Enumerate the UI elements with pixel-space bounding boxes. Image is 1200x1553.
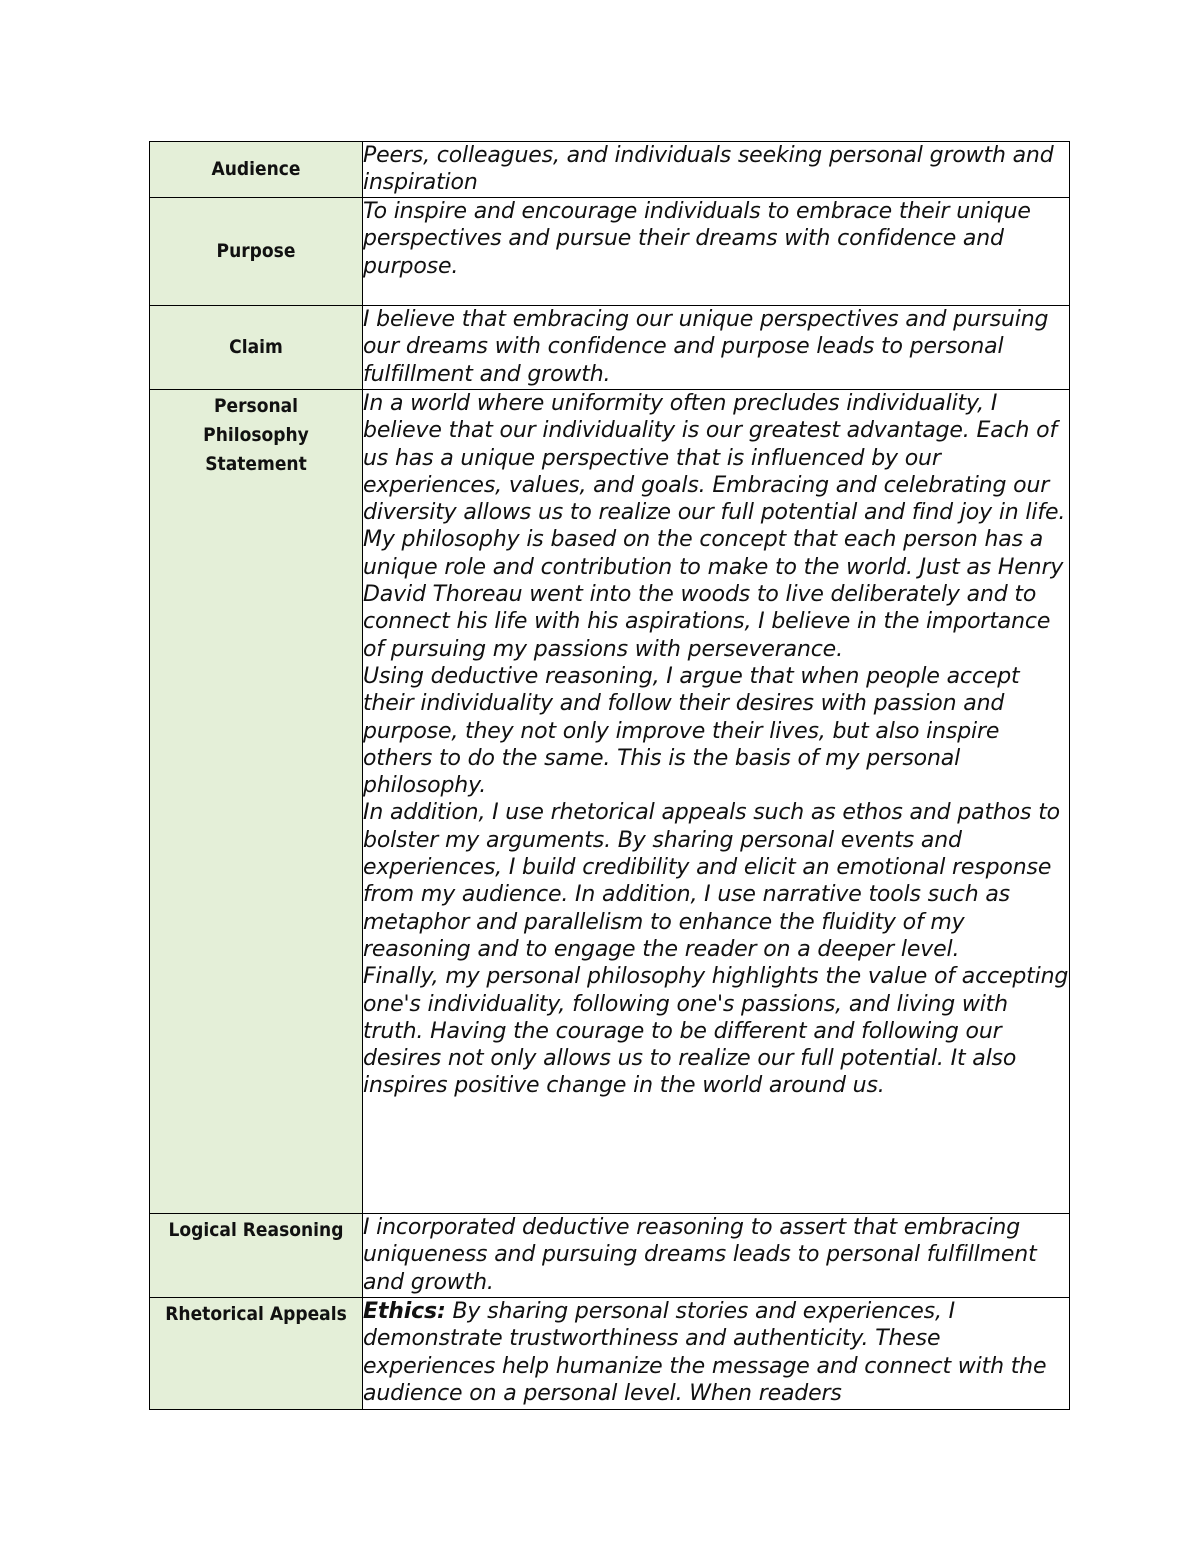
value-claim: I believe that embracing our unique perspectives and pursuing our dreams with confidence and purpose leads to personal fulfillment and growth.: [363, 306, 1070, 390]
label-statement: Personal Philosophy Statement: [150, 390, 363, 1214]
value-purpose: To inspire and encourage individuals to embrace their unique perspectives and pursue their dreams with confidence and purpose.: [363, 198, 1070, 306]
label-audience: Audience: [150, 142, 363, 198]
row-rhetorical: [150, 1298, 1070, 1410]
statement-paragraph: In addition, I use rhetorical appeals such as ethos and pathos to bolster my arguments. By sharing personal events and experiences, I build credibility and elicit an emotional response from my audience. In addition, I use narrative tools such as metaphor and parallelism to enhance the fluidity of my reasoning and to engage the reader on a deeper level.: [363, 800, 1060, 962]
row-statement: [150, 390, 1070, 1214]
row-logical: [150, 1214, 1070, 1298]
label-logical: Logical Reasoning: [150, 1214, 363, 1298]
value-statement: [363, 390, 1070, 1214]
row-claim: [150, 306, 1070, 390]
value-rhetorical: [363, 1298, 1070, 1410]
philosophy-table: [149, 141, 1070, 1410]
value-audience: Peers, colleagues, and individuals seeking personal growth and inspiration: [363, 142, 1070, 198]
row-purpose: [150, 198, 1070, 306]
statement-paragraph: My philosophy is based on the concept that each person has a unique role and contribution to make to the world. Just as Henry David Thoreau went into the woods to live deliberately and to connect his life with his aspirations, I believe in the importance of pursuing my passions with perseverance.: [363, 527, 1064, 662]
value-logical: I incorporated deductive reasoning to assert that embracing uniqueness and pursuing dreams leads to personal fulfillment and growth.: [363, 1214, 1070, 1298]
label-rhetorical: Rhetorical Appeals: [150, 1298, 363, 1410]
statement-paragraph: Finally, my personal philosophy highlights the value of accepting one's individuality, following one's passions, and living with truth. Having the courage to be different and following our desires not only allows us to realize our full potential. It also inspires positive change in the world around us.: [363, 964, 1069, 1099]
label-purpose: Purpose: [150, 198, 363, 306]
statement-paragraph: In a world where uniformity often precludes individuality, I believe that our individuality is our greatest advantage. Each of us has a unique perspective that is influenced by our experiences, values, and goals. Embracing and celebrating our diversity allows us to realize our full potential and find joy in life.: [363, 391, 1066, 526]
label-claim: Claim: [150, 306, 363, 390]
row-audience: [150, 142, 1070, 198]
statement-paragraph: Using deductive reasoning, I argue that when people accept their individuality and follow their desires with passion and purpose, they not only improve their lives, but also inspire others to do the same. This is the basis of my personal philosophy.: [363, 663, 1020, 799]
rhetorical-text: By sharing personal stories and experiences, I demonstrate trustworthiness and authenticity. These experiences help humanize the message and connect with the audience on a personal level. When readers: [363, 1299, 1047, 1406]
ethics-lead: Ethics:: [363, 1299, 446, 1324]
